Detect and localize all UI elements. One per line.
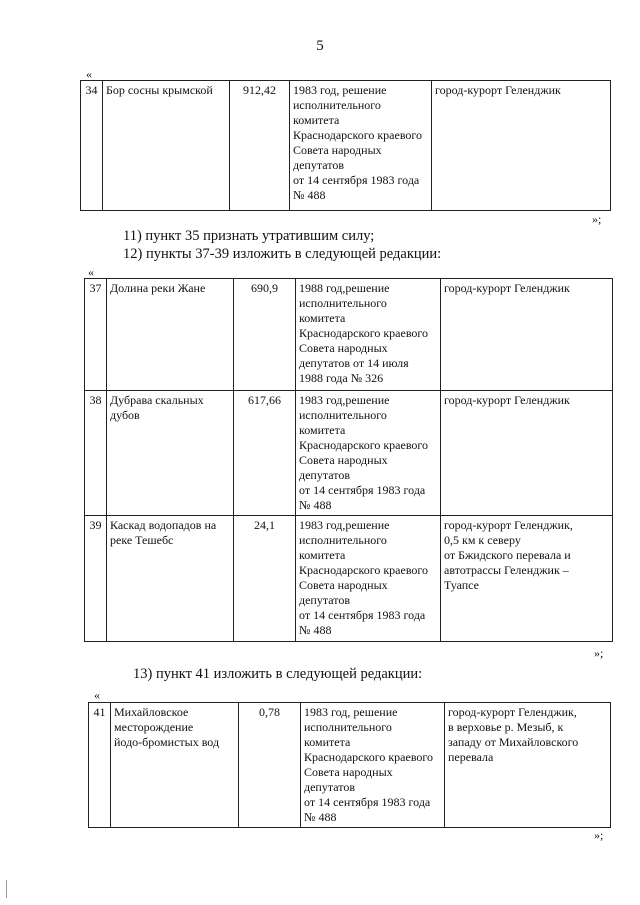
decision-text-line: комитета (293, 113, 340, 127)
scan-edge-mark (6, 880, 7, 898)
object-name-line: Михайловское (114, 705, 189, 719)
decision-text-line: Краснодарского краевого (293, 128, 423, 142)
decision-text-line: Совета народных (299, 453, 388, 467)
location-text (441, 516, 613, 642)
object-name-line: дубов (110, 408, 140, 422)
object-name-line: реке Тешебс (110, 533, 174, 547)
decision-text-line: № 488 (304, 810, 337, 824)
area-value: 617,66 (234, 391, 296, 516)
decision-text-line: от 14 сентября 1983 года (304, 795, 431, 809)
decision-text-line: Краснодарского краевого (299, 563, 429, 577)
decision-text-line: депутатов (299, 593, 351, 607)
object-name (111, 703, 239, 828)
decision-text-line: от 14 сентября 1983 года (299, 483, 426, 497)
decision-text-line: депутатов от 14 июля (299, 356, 409, 370)
closing-quote: »; (594, 646, 604, 660)
paragraph-12: 12) пункты 37-39 изложить в следующей редакции: (123, 246, 442, 262)
paragraph-11: 11) пункт 35 признать утратившим силу; (123, 228, 375, 244)
decision-text-line: Краснодарского краевого (304, 750, 434, 764)
object-name (107, 279, 234, 391)
decision-text-line: исполнительного (304, 720, 392, 734)
location-text-line: западу от Михайловского (448, 735, 579, 749)
decision-text-line: исполнительного (299, 408, 387, 422)
decision-text-line: депутатов (304, 780, 356, 794)
area-value: 0,78 (239, 703, 301, 828)
decision-text (296, 391, 441, 516)
decision-text-line: от 14 сентября 1983 года (299, 608, 426, 622)
location-text (441, 279, 613, 391)
object-name (103, 81, 230, 211)
row-number: 38 (85, 391, 107, 516)
object-name-line: йодо-бромистых вод (114, 735, 220, 749)
decision-text-line: 1983 год,решение (299, 393, 390, 407)
decision-text-line: исполнительного (299, 533, 387, 547)
decision-text-line: Совета народных (304, 765, 393, 779)
area-value: 912,42 (230, 81, 290, 211)
decision-text-line: Краснодарского краевого (299, 326, 429, 340)
decision-text-line: от 14 сентября 1983 года (293, 173, 420, 187)
decision-text-line: исполнительного (299, 296, 387, 310)
object-name-line: Долина реки Жане (110, 281, 206, 295)
object-name-line: Дубрава скальных (110, 393, 204, 407)
location-text-line: город-курорт Геленджик (444, 393, 570, 407)
decision-text-line: № 488 (293, 188, 326, 202)
object-name-line: месторождение (114, 720, 194, 734)
location-text-line: город-курорт Геленджик (444, 281, 570, 295)
table-row (85, 279, 613, 391)
table-row (89, 703, 611, 828)
object-name (107, 516, 234, 642)
opening-quote: « (94, 688, 100, 702)
decision-text-line: комитета (299, 311, 346, 325)
object-name-line: Каскад водопадов на (110, 518, 217, 532)
location-text-line: 0,5 км к северу (444, 533, 521, 547)
decision-text-line: депутатов (293, 158, 345, 172)
closing-quote: »; (592, 212, 602, 226)
record-table-2 (84, 278, 613, 642)
decision-text-line: исполнительного (293, 98, 381, 112)
object-name-line: Бор сосны крымской (106, 83, 213, 97)
table-row (85, 516, 613, 642)
location-text (441, 391, 613, 516)
decision-text-line: комитета (299, 423, 346, 437)
location-text-line: от Бжидского перевала и (444, 548, 571, 562)
paragraph-13: 13) пункт 41 изложить в следующей редакции: (133, 666, 423, 682)
decision-text (296, 279, 441, 391)
opening-quote: « (88, 265, 94, 279)
decision-text-line: 1988 года № 326 (299, 371, 384, 385)
decision-text-line: 1983 год, решение (304, 705, 398, 719)
row-number: 41 (89, 703, 111, 828)
location-text-line: город-курорт Геленджик, (448, 705, 577, 719)
row-number: 34 (81, 81, 103, 211)
decision-text-line: 1988 год,решение (299, 281, 390, 295)
decision-text-line: депутатов (299, 468, 351, 482)
decision-text-line: № 488 (299, 498, 332, 512)
area-value: 24,1 (234, 516, 296, 642)
location-text (445, 703, 611, 828)
record-table-3 (88, 702, 611, 828)
decision-text (290, 81, 432, 211)
location-text-line: в верховье р. Мезыб, к (448, 720, 564, 734)
row-number: 37 (85, 279, 107, 391)
decision-text (296, 516, 441, 642)
location-text-line: Туапсе (444, 578, 479, 592)
decision-text-line: Совета народных (293, 143, 382, 157)
decision-text-line: 1983 год,решение (299, 518, 390, 532)
location-text-line: город-курорт Геленджик (435, 83, 561, 97)
closing-quote: »; (594, 828, 604, 842)
decision-text (301, 703, 445, 828)
decision-text-line: Совета народных (299, 341, 388, 355)
row-number: 39 (85, 516, 107, 642)
opening-quote: « (86, 67, 92, 81)
page-number: 5 (316, 38, 324, 54)
area-value: 690,9 (234, 279, 296, 391)
object-name (107, 391, 234, 516)
decision-text-line: № 488 (299, 623, 332, 637)
decision-text-line: комитета (299, 548, 346, 562)
table-row (85, 391, 613, 516)
decision-text-line: Краснодарского краевого (299, 438, 429, 452)
location-text-line: перевала (448, 750, 494, 764)
decision-text-line: 1983 год, решение (293, 83, 387, 97)
location-text-line: автотрассы Геленджик – (444, 563, 569, 577)
decision-text-line: комитета (304, 735, 351, 749)
location-text (432, 81, 611, 211)
table-row (81, 81, 611, 211)
record-table-1 (80, 80, 611, 211)
decision-text-line: Совета народных (299, 578, 388, 592)
location-text-line: город-курорт Геленджик, (444, 518, 573, 532)
